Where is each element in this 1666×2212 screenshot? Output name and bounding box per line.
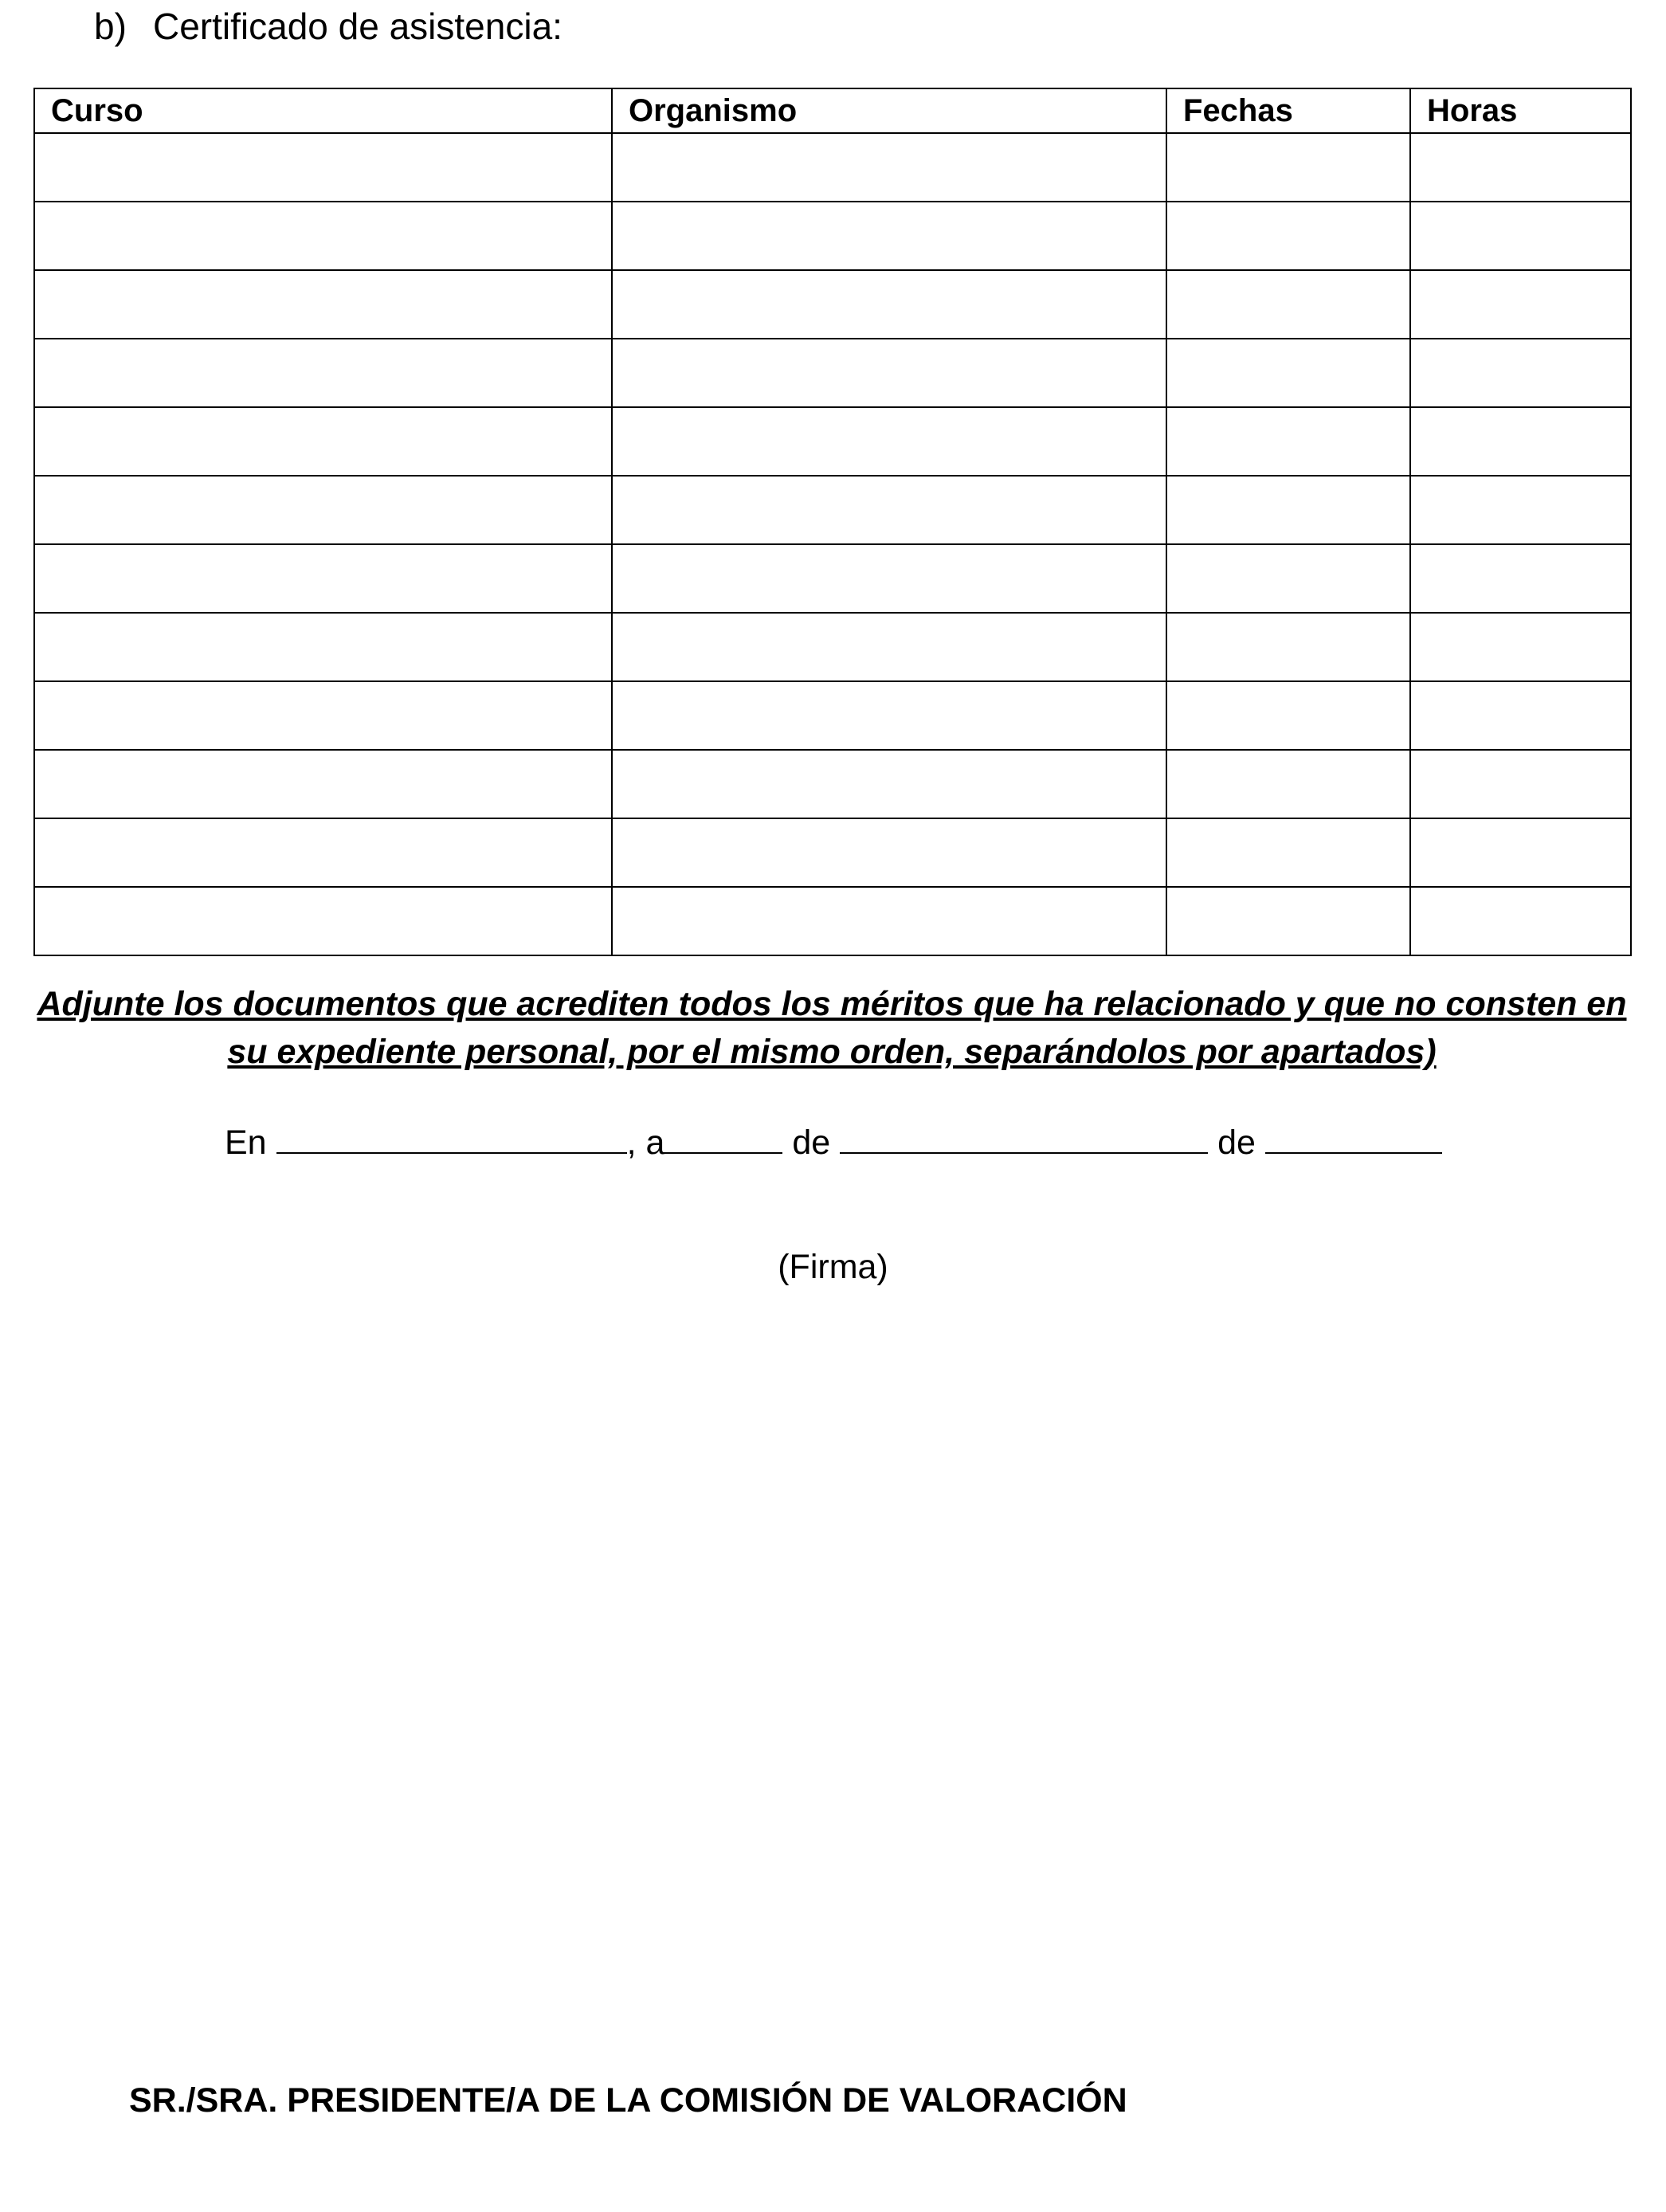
cell-horas[interactable] xyxy=(1410,407,1631,476)
cell-horas[interactable] xyxy=(1410,681,1631,750)
cell-organismo[interactable] xyxy=(612,681,1166,750)
table-row xyxy=(34,750,1631,818)
cell-horas[interactable] xyxy=(1410,476,1631,544)
notice-line-2: su expediente personal, por el mismo orden, separándolos por apartados) xyxy=(227,1033,1437,1071)
cell-horas[interactable] xyxy=(1410,270,1631,339)
cell-fechas[interactable] xyxy=(1166,270,1410,339)
cell-horas[interactable] xyxy=(1410,613,1631,681)
column-header-organismo: Organismo xyxy=(612,88,1166,133)
cell-organismo[interactable] xyxy=(612,887,1166,955)
cell-horas[interactable] xyxy=(1410,339,1631,407)
cell-organismo[interactable] xyxy=(612,407,1166,476)
notice-line-1: Adjunte los documentos que acrediten todos los méritos que ha relacionado y que no consten en xyxy=(37,985,1627,1023)
cell-organismo[interactable] xyxy=(612,750,1166,818)
section-title: Certificado de asistencia: xyxy=(153,6,563,47)
cell-organismo[interactable] xyxy=(612,818,1166,887)
table-body xyxy=(34,133,1631,955)
cell-curso[interactable] xyxy=(34,133,612,202)
table-row xyxy=(34,270,1631,339)
section-marker: b) xyxy=(94,6,127,47)
column-header-fechas: Fechas xyxy=(1166,88,1410,133)
cell-horas[interactable] xyxy=(1410,133,1631,202)
table-row xyxy=(34,681,1631,750)
cell-fechas[interactable] xyxy=(1166,133,1410,202)
cell-organismo[interactable] xyxy=(612,133,1166,202)
table-row xyxy=(34,476,1631,544)
cell-curso[interactable] xyxy=(34,818,612,887)
cell-curso[interactable] xyxy=(34,613,612,681)
cell-fechas[interactable] xyxy=(1166,339,1410,407)
cell-horas[interactable] xyxy=(1410,818,1631,887)
cell-fechas[interactable] xyxy=(1166,476,1410,544)
cell-horas[interactable] xyxy=(1410,202,1631,270)
year-blank[interactable] xyxy=(1265,1116,1442,1154)
cell-fechas[interactable] xyxy=(1166,202,1410,270)
cell-curso[interactable] xyxy=(34,407,612,476)
day-blank[interactable] xyxy=(664,1116,782,1154)
cell-horas[interactable] xyxy=(1410,887,1631,955)
signature-label: (Firma) xyxy=(778,1248,888,1286)
cell-fechas[interactable] xyxy=(1166,681,1410,750)
table-header-row xyxy=(34,88,1631,133)
cell-curso[interactable] xyxy=(34,750,612,818)
place-blank[interactable] xyxy=(276,1116,627,1154)
table-row xyxy=(34,544,1631,613)
table-row xyxy=(34,133,1631,202)
cell-organismo[interactable] xyxy=(612,476,1166,544)
place-date-line xyxy=(225,1116,1442,1167)
section-heading xyxy=(94,2,563,51)
cell-organismo[interactable] xyxy=(612,270,1166,339)
year-prefix: de xyxy=(1217,1124,1256,1162)
table-row xyxy=(34,407,1631,476)
table-row xyxy=(34,887,1631,955)
cell-fechas[interactable] xyxy=(1166,818,1410,887)
cell-organismo[interactable] xyxy=(612,202,1166,270)
cell-curso[interactable] xyxy=(34,681,612,750)
cell-fechas[interactable] xyxy=(1166,887,1410,955)
courses-table xyxy=(33,88,1632,956)
attachment-notice xyxy=(33,980,1630,1076)
place-prefix: En xyxy=(225,1124,267,1162)
cell-curso[interactable] xyxy=(34,202,612,270)
table-row xyxy=(34,818,1631,887)
table-row xyxy=(34,339,1631,407)
month-prefix: de xyxy=(792,1124,831,1162)
cell-organismo[interactable] xyxy=(612,339,1166,407)
addressee: SR./SRA. PRESIDENTE/A DE LA COMISIÓN DE VALORACIÓN xyxy=(129,2081,1127,2120)
cell-curso[interactable] xyxy=(34,887,612,955)
cell-organismo[interactable] xyxy=(612,613,1166,681)
cell-fechas[interactable] xyxy=(1166,407,1410,476)
month-blank[interactable] xyxy=(840,1116,1208,1154)
day-prefix: , a xyxy=(626,1124,665,1162)
cell-fechas[interactable] xyxy=(1166,750,1410,818)
cell-organismo[interactable] xyxy=(612,544,1166,613)
table-row xyxy=(34,202,1631,270)
table-row xyxy=(34,613,1631,681)
cell-curso[interactable] xyxy=(34,270,612,339)
cell-curso[interactable] xyxy=(34,339,612,407)
cell-horas[interactable] xyxy=(1410,544,1631,613)
cell-fechas[interactable] xyxy=(1166,613,1410,681)
column-header-curso: Curso xyxy=(34,88,612,133)
column-header-horas: Horas xyxy=(1410,88,1631,133)
cell-horas[interactable] xyxy=(1410,750,1631,818)
cell-curso[interactable] xyxy=(34,544,612,613)
cell-curso[interactable] xyxy=(34,476,612,544)
cell-fechas[interactable] xyxy=(1166,544,1410,613)
